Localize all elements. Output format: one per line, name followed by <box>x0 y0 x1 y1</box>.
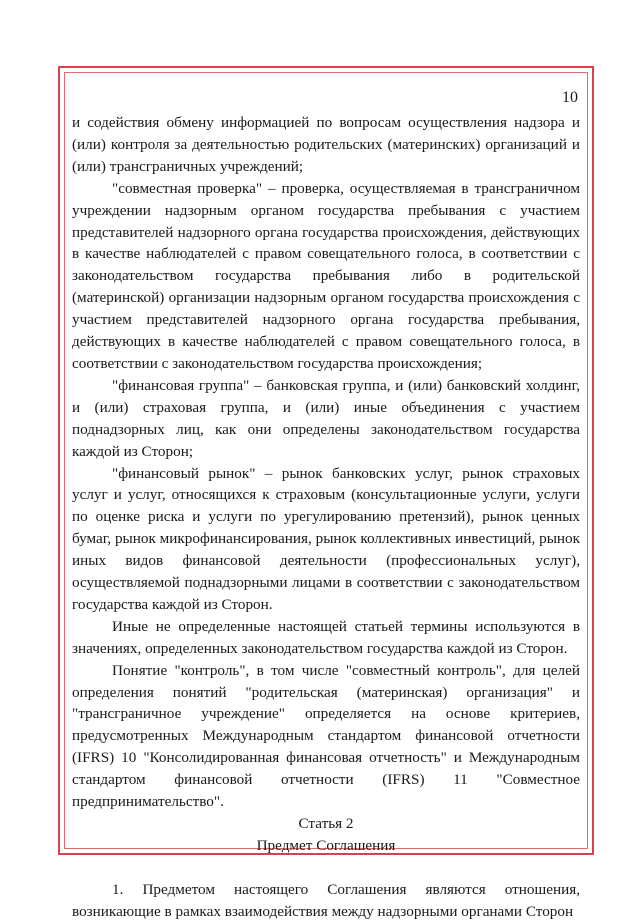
spacer <box>72 857 580 879</box>
paragraph-definition-financial-market: "финансовый рынок" – рынок банковских услуг, рынок страховых услуг и услуг, относящихся к страховым (консультационные услуги, услуги по оценке риска и услуги по урегулированию претензий), рынок ценных бумаг, рынок микрофинансирования, рынок коллективных инвестиций, рынок иных видов финансовой деятельности (профессиональных услуг), осуществляемой поднадзорными лицами в соответствии с законодательством государства каждой из Сторон. <box>72 464 580 613</box>
paragraph-other-terms: Иные не определенные настоящей статьей термины используются в значениях, определенных законодательством государства каждой из Сторон. <box>72 617 580 657</box>
paragraph-continuation: и содействия обмену информацией по вопросам осуществления надзора и (или) контроля за деятельностью родительских (материнских) организаций и (или) трансграничных учреждений; <box>72 114 580 175</box>
paragraph-control-concept: Понятие "контроль", в том числе "совместный контроль", для целей определения понятий "родительская (материнская) организация" и "трансграничное учреждение" определяется на основе критериев, предусмотренных Международным стандартом финансовой отчетности (IFRS) 10 "Консолидированная финансовая отчетность" и Международным стандартом финансовой отчетности (IFRS) 11 "Совместное предпринимательство". <box>72 661 580 811</box>
paragraph-definition-joint-inspection: "совместная проверка" – проверка, осуществляемая в трансграничном учреждении надзорным органом государства пребывания с участием представителей надзорного органа государства происхождения, действующих в качестве наблюдателей с правом совещательного голоса, в соответствии с законодательством государства пребывания либо в родительской (материнской) организации надзорным органом государства происхождения с участием представителей надзорного органа государства пребывания, действующих в качестве наблюдателей с правом совещательного голоса, в соответствии с законодательством государства происхождения; <box>72 179 580 372</box>
paragraph-article-subject: 1. Предметом настоящего Соглашения являются отношения, возникающие в рамках взаимодействия между надзорными органами Сторон <box>72 880 580 920</box>
page-number: 10 <box>562 89 578 106</box>
article-number: Статья 2 <box>298 815 354 832</box>
article-heading <box>72 813 580 857</box>
article-title: Предмет Соглашения <box>256 836 396 854</box>
paragraph-definition-financial-group: "финансовая группа" – банковская группа, и (или) банковский холдинг, и (или) страховая группа, и (или) иные объединения с участием поднадзорных лиц, как они определены законодательством государства каждой из Сторон; <box>72 376 580 460</box>
document-body <box>72 112 580 923</box>
